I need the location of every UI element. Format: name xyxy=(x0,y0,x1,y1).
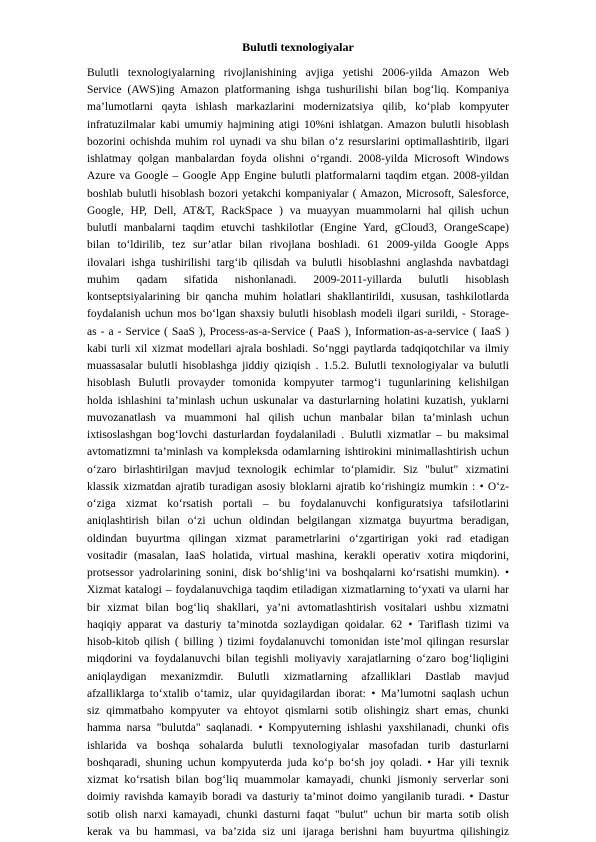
body-line: o‘ziga xizmat ko‘rsatish portali – bu foydalanuvchi konfiguratsiya tafsilotlarini xyxy=(87,498,509,511)
body-line: bulutli manbalarni taqdim etuvchi tashkilotlar (Engine Yard, gCloud3, OrangeScape) xyxy=(87,222,509,235)
body-line: holda ishlashini ta’minlash uchun uskunalar va dasturlarning holatini kuzatish, yuklarni xyxy=(87,394,509,407)
body-line: infratuzilmalar kabi umumiy hajmining atigi 10%ni ishlatgan. Amazon bulutli hisoblash xyxy=(87,118,509,131)
body-line: ma’lumotlarni qayta ishlash markazlarini modernizatsiya qilib, ko‘plab kompyuter xyxy=(87,101,509,114)
page-title: Bulutli texnologiyalar xyxy=(242,40,354,54)
body-line: ishlatmay qolgan manbalardan foyda olishni o‘rgandi. 2008-yilda Microsoft Windows xyxy=(87,153,509,166)
body-line: ilovalari ishga tushirilishi targ‘ib qilisdah va bulutli hisoblashni anglashda navbatdagi xyxy=(87,256,509,269)
body-line: boshqaradi, shuning uchun kompyuterda juda ko‘p bo‘sh joy qoladi. • Har yili texnik xyxy=(87,756,509,769)
body-line: Bulutli texnologiyalarning rivojlanishining avjiga yetishi 2006-yilda Amazon Web xyxy=(87,66,509,79)
body-line: xizmat ko‘rsatish bilan bog‘liq muammolar kamayadi, chunki jismoniy serverlar soni xyxy=(87,774,509,787)
body-line: Xizmat katalogi – foydalanuvchiga taqdim etiladigan xizmatlarning to‘yxati va ularni har xyxy=(87,584,509,597)
body-line: protsessor yadrolarining sonini, disk bo‘shlig‘ini va boshqalarni ko‘rsatishi mumkin). • xyxy=(87,567,509,580)
body-line: foydalanish uchun mos bo‘lgan shaxsiy bulutli hisoblash modeli ilgari surildi, - Storage- xyxy=(87,308,509,321)
body-line: bozorini ochishda muhim rol uynadi va shu bilan o‘z resurslarini optimallashtirib, ilgari xyxy=(87,135,509,148)
body-line: kabi turli xil xizmat modellari ajrala boshladi. So‘nggi paytlarda tadqiqotchilar va ilmiy xyxy=(87,342,509,355)
body-line: vositadir (masalan, IaaS holatida, virtual mashina, kerakli operativ xotira miqdorini, xyxy=(87,549,509,562)
body-line: doimiy ravishda kamayib boradi va dasturiy ta’minot doimo yangilanib turadi. • Dastur xyxy=(87,791,509,804)
body-line: Google, HP, Dell, AT&T, RackSpace ) va muayyan muammolarni hal qilish uchun xyxy=(87,204,509,217)
body-line: ixtisoslashgan bog‘lovchi dasturlardan foydalaniladi . Bulutli xizmatlar – bu maksimal xyxy=(87,429,509,442)
body-line: as - a - Service ( SaaS ), Process-as-a-Service ( PaaS ), Information-as-a-service ( IaaS ) xyxy=(87,325,509,338)
body-line: kontseptsiyalarining bir qancha muhim holatlari shakllantirildi, xususan, tashkilotlarda xyxy=(87,291,509,304)
body-line: muassasalar bulutli hisoblashga jiddiy qiziqish . 1.5.2. Bulutli texnologiyalar va bulutli xyxy=(87,360,509,373)
body-line: avtomatizmni ta’minlash va kompleksda odamlarning ishtirokini minimallashtirish uchun xyxy=(87,446,509,459)
body-line: sotib olish narxi kamayadi, chunki dasturni faqat "bulut" uchun bir marta sotib olish xyxy=(87,808,509,821)
body-line: Service (AWS)ing Amazon platformaning ishga tushurilishi bilan bog‘liq. Kompaniya xyxy=(87,84,509,97)
body-line: miqdorini va foydalanuvchi bilan tegishli moliyaviy xarajatlarning o‘zaro bog‘liqligini xyxy=(87,653,509,666)
body-line: ishlarida va boshqa sohalarda bulutli texnologiyalar masofadan turib dasturlarni xyxy=(87,739,509,752)
body-line: afzalliklarga to‘xtalib o‘tamiz, ular quyidagilardan iborat: • Ma’lumotni saqlash uchun xyxy=(87,687,509,700)
body-line: o‘zaro birlashtirilgan mavjud texnologik echimlar to‘plamidir. Siz "bulut" xizmatini xyxy=(87,463,509,476)
body-line: aniqlashtirish bilan o‘zi uchun oldindan belgilangan xizmatga buyurtma beradigan, xyxy=(87,515,509,528)
body-line: oldindan buyurtma qilingan xizmat parametrlarini o‘zgartirigan yoki rad etadigan xyxy=(87,532,509,545)
body-line: kerak va bu hammasi, va ba’zida siz uni ijaraga berishni ham buyurtma qilishingiz xyxy=(87,825,509,838)
body-line: boshlab bulutli hisoblash bozori yetakchi kompaniyalar ( Amazon, Microsoft, Salesforce, xyxy=(87,187,509,200)
body-line: klassik xizmatdan ajratib turadigan asosiy bloklarni ajratib ko‘rishingiz mumkin : • O‘z- xyxy=(87,480,509,493)
body-line: siz qimmatbaho kompyuter va ehtoyot qismlarni sotib olishingiz shart emas, chunki xyxy=(87,705,509,718)
body-line: Azure va Google – Google App Engine bulutli platformalarni taqdim etgan. 2008-yildan xyxy=(87,170,509,183)
body-paragraph xyxy=(87,65,509,841)
body-line: haqiqiy apparat va dasturiy ta’minotda sozlaydigan qoidalar. 62 • Tariflash tizimi va xyxy=(87,618,509,631)
body-line: bir xizmat bilan bog‘liq shakllari, ya’ni avtomatlashtirish vositalari ushbu xizmatni xyxy=(87,601,509,614)
body-line: bilan to‘ldirilib, tez sur’atlar bilan rivojlana boshladi. 61 2009-yilda Google Apps xyxy=(87,239,509,252)
body-line: hamma narsa "bulutda" saqlanadi. • Kompyuterning ishlashi yaxshilanadi, chunki ofis xyxy=(87,722,509,735)
body-line: muhim qadam sifatida nishonlanadi. 2009-2011-yillarda bulutli hisoblash xyxy=(87,273,509,286)
body-line: hisoblash Bulutli provayder tomonida kompyuter tarmog‘i tugunlarining kelishilgan xyxy=(87,377,509,390)
body-line: hisob-kitob qilish ( billing ) tizimi foydalanuvchi tomonidan iste’mol qilingan resurslar xyxy=(87,636,509,649)
body-line: muvozanatlash va muammoni hal qilish uchun manbalar bilan ta’minlash uchun xyxy=(87,411,509,424)
body-line: aniqlaydigan mexanizmdir. Bulutli xizmatlarning afzalliklari Dastlab mavjud xyxy=(87,670,509,683)
